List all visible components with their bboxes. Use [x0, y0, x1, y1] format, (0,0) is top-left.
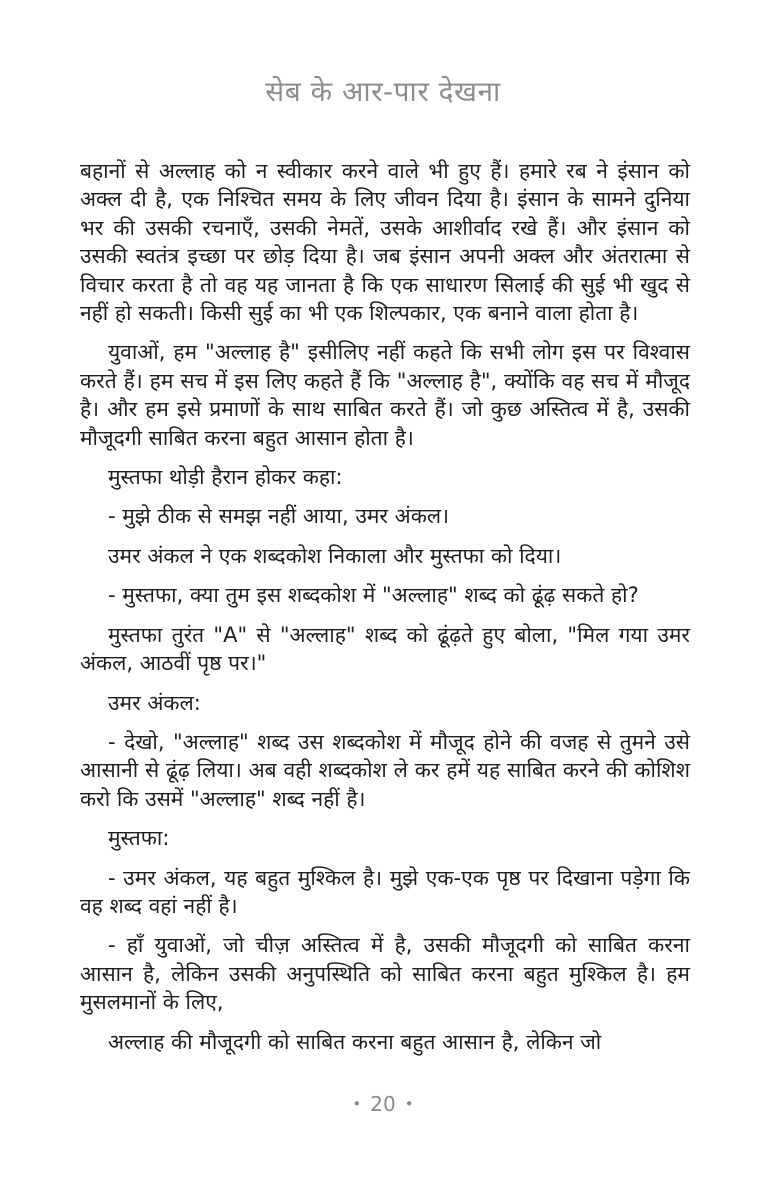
paragraph: मुस्तफा तुरंत "A" से "अल्लाह" शब्द को ढूंढ़ते हुए बोला, "मिल गया उमर अंकल, आठवीं पृष्ठ पर।" [80, 622, 690, 676]
paragraph: - देखो, "अल्लाह" शब्द उस शब्दकोश में मौजूद होने की वजह से तुमने उसे आसानी से ढूंढ़ लिया। अब वही शब्दकोश ले कर हमें यह साबित करने की कोशिश करो कि उसमें "अल्लाह" शब्द नहीं है। [80, 729, 690, 811]
page-number: 20 [370, 1092, 396, 1116]
paragraph: उमर अंकल: [108, 690, 201, 715]
paragraph: मुस्तफा: [108, 826, 170, 851]
paragraph: बहानों से अल्लाह को न स्वीकार करने वाले भी हुए हैं। हमारे रब ने इंसान को अक्ल दी है, एक निश्चित समय के लिए जीवन दिया है। इंसान के सामने दुनिया भर की उसकी रचनाएँ, उसकी नेमतें, उसके आशीर्वाद रखे हैं। और इंसान को उसकी स्वतंत्र इच्छा पर छोड़ दिया है। जब इंसान अपनी अक्ल और अंतरात्मा से विचार करता है तो वह यह जानता है कि एक साधारण सिलाई की सुई भी खुद से नहीं हो सकती। किसी सुई का भी एक शिल्पकार, एक बनाने वाला होता है। [80, 159, 690, 326]
page-footer [0, 1092, 766, 1116]
page-title: सेब के आर-पार देखना [265, 75, 501, 108]
paragraph: युवाओं, हम "अल्लाह है" इसीलिए नहीं कहते कि सभी लोग इस पर विश्वास करते हैं। हम सच में इस लिए कहते हैं कि "अल्लाह है", क्योंकि वह सच में मौजूद है। और हम इसे प्रमाणों के साथ साबित करते हैं। जो कुछ अस्तित्व में है, उसकी मौजूदगी साबित करना बहुत आसान होता है। [80, 340, 690, 450]
paragraph: - मुस्तफा, क्या तुम इस शब्दकोश में "अल्लाह" शब्द को ढूंढ़ सकते हो? [108, 583, 639, 608]
paragraph: मुस्तफा थोड़ी हैरान होकर कहा: [108, 465, 343, 490]
paragraph: अल्लाह की मौजूदगी को साबित करना बहुत आसान है, लेकिन जो [108, 1029, 602, 1054]
paragraph: - हाँ युवाओं, जो चीज़ अस्तित्व में है, उसकी मौजूदगी को साबित करना आसान है, लेकिन उसकी अनुपस्थिति को साबित करना बहुत मुश्किल है। हम मुसलमानों के लिए, [80, 933, 690, 1015]
footer-bullet-left: • [352, 1095, 362, 1113]
paragraph: - उमर अंकल, यह बहुत मुश्किल है। मुझे एक-एक पृष्ठ पर दिखाना पड़ेगा कि वह शब्द वहां नहीं है। [80, 865, 690, 918]
paragraph: - मुझे ठीक से समझ नहीं आया, उमर अंकल। [108, 504, 450, 529]
footer-bullet-right: • [404, 1095, 414, 1113]
body-text [80, 157, 690, 1067]
paragraph: उमर अंकल ने एक शब्दकोश निकाला और मुस्तफा को दिया। [108, 543, 562, 568]
